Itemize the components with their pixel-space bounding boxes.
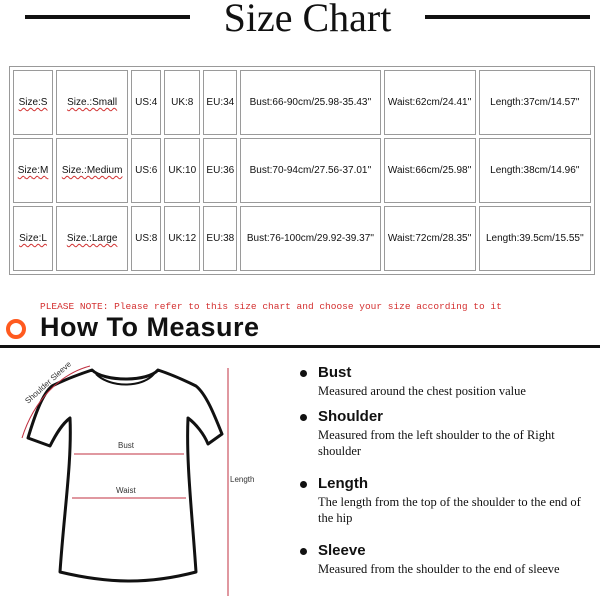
table-cell xyxy=(56,70,128,135)
table-cell xyxy=(13,206,53,271)
table-row xyxy=(13,206,591,271)
table-cell-text: Waist:66cm/25.98'' xyxy=(387,165,472,176)
orange-ring-icon xyxy=(6,319,26,339)
table-cell xyxy=(384,206,476,271)
table-cell-text: Size.:Small xyxy=(67,97,118,108)
table-cell-text: Size:M xyxy=(17,165,49,176)
how-to-measure-header xyxy=(0,312,600,352)
table-cell-text: Length:39.5cm/15.55'' xyxy=(485,233,584,244)
table-cell-text: UK:8 xyxy=(171,97,194,108)
table-cell-text: US:6 xyxy=(135,165,158,176)
table-cell-text: Bust:70-94cm/27.56-37.01'' xyxy=(249,165,372,176)
table-cell-text: EU:34 xyxy=(206,97,235,108)
measure-item-desc: Measured from the left shoulder to the of Right shoulder xyxy=(318,428,555,458)
measure-item-desc: The length from the top of the shoulder to the end of the hip xyxy=(318,495,581,525)
table-cell-text: US:8 xyxy=(135,233,158,244)
table-cell xyxy=(131,206,161,271)
table-cell xyxy=(203,206,237,271)
title-rule-right xyxy=(425,15,590,19)
table-cell xyxy=(13,70,53,135)
table-cell-text: Size:S xyxy=(18,97,48,108)
size-table xyxy=(9,66,595,275)
table-cell-text: Bust:66-90cm/25.98-35.43'' xyxy=(249,97,372,108)
waist-label: Waist xyxy=(116,486,136,495)
table-cell xyxy=(164,206,200,271)
size-note: PLEASE NOTE: Please refer to this size chart and choose your size according to it xyxy=(40,301,502,312)
table-cell-text: Bust:76-100cm/29.92-39.37'' xyxy=(246,233,375,244)
table-cell-text: Waist:62cm/24.41'' xyxy=(387,97,472,108)
tshirt-diagram xyxy=(0,352,280,600)
length-label: Length xyxy=(230,475,255,484)
table-cell-text: Waist:72cm/28.35'' xyxy=(387,233,472,244)
table-cell-text: EU:36 xyxy=(206,165,235,176)
how-to-measure-title: How To Measure xyxy=(40,312,260,342)
table-cell xyxy=(479,70,591,135)
table-cell xyxy=(56,138,128,203)
table-cell xyxy=(240,70,380,135)
table-cell xyxy=(240,138,380,203)
table-cell xyxy=(203,138,237,203)
measure-item-title: Bust xyxy=(318,364,352,381)
bust-label: Bust xyxy=(118,441,135,450)
table-cell-text: EU:38 xyxy=(206,233,235,244)
title-rule-left xyxy=(25,15,190,19)
page-title: Size Chart xyxy=(223,0,392,40)
measure-item-desc: Measured from the shoulder to the end of sleeve xyxy=(318,562,560,576)
black-dot-icon xyxy=(300,481,307,488)
tshirt-outline-icon xyxy=(28,370,222,581)
table-cell-text: Size:L xyxy=(19,233,47,244)
table-row xyxy=(13,70,591,135)
black-dot-icon xyxy=(300,414,307,421)
shoulder-sleeve-label: Shoulder Sleeve xyxy=(23,359,73,406)
how-to-measure-rule xyxy=(0,345,600,348)
table-cell xyxy=(164,138,200,203)
table-cell xyxy=(56,206,128,271)
black-dot-icon xyxy=(300,548,307,555)
table-cell xyxy=(479,138,591,203)
table-cell xyxy=(131,138,161,203)
table-cell-text: UK:12 xyxy=(168,233,197,244)
measure-item-desc: Measured around the chest position value xyxy=(318,384,526,398)
table-row xyxy=(13,138,591,203)
black-dot-icon xyxy=(300,370,307,377)
measure-item-title: Shoulder xyxy=(318,408,384,425)
table-cell xyxy=(384,70,476,135)
table-cell xyxy=(240,206,380,271)
table-cell-text: Size.:Medium xyxy=(61,165,123,176)
table-cell-text: Length:38cm/14.96'' xyxy=(490,165,580,176)
table-cell-text: UK:10 xyxy=(168,165,197,176)
table-cell-text: Size.:Large xyxy=(66,233,118,244)
table-cell xyxy=(164,70,200,135)
table-cell xyxy=(203,70,237,135)
table-cell xyxy=(13,138,53,203)
table-cell-text: Length:37cm/14.57'' xyxy=(490,97,580,108)
table-cell xyxy=(131,70,161,135)
table-cell xyxy=(384,138,476,203)
table-cell-text: US:4 xyxy=(135,97,158,108)
measure-item-title: Length xyxy=(318,475,368,492)
title-bar xyxy=(0,0,600,40)
measure-item-title: Sleeve xyxy=(318,542,366,559)
table-cell xyxy=(479,206,591,271)
